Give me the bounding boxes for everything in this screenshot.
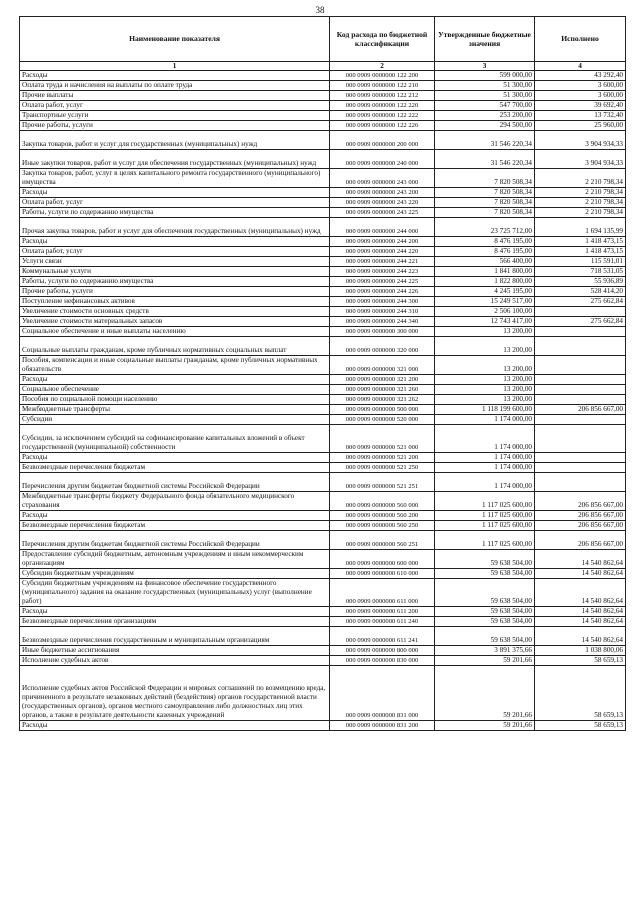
row-executed-cell: 3 600,00: [535, 81, 626, 91]
row-approved-cell: 1 117 025 600,00: [435, 511, 535, 521]
row-approved-cell: 59 638 504,00: [435, 607, 535, 617]
row-executed-cell: [535, 327, 626, 337]
row-approved-cell: 294 500,00: [435, 121, 535, 131]
table-row: [20, 453, 626, 463]
row-name-cell: Прочие выплаты: [20, 91, 330, 101]
row-code-cell: 000 0909 0000000 240 000: [330, 150, 435, 169]
row-executed-cell: 14 540 862,64: [535, 627, 626, 646]
row-executed-cell: 1 694 135,99: [535, 218, 626, 237]
row-executed-cell: 14 540 862,64: [535, 569, 626, 579]
row-name-cell: Расходы: [20, 71, 330, 81]
row-name-cell: Расходы: [20, 375, 330, 385]
row-approved-cell: 59 201,66: [435, 721, 535, 731]
row-code-cell: 000 0909 0000000 560 250: [330, 521, 435, 531]
row-approved-cell: 59 638 504,00: [435, 617, 535, 627]
row-approved-cell: 1 117 025 600,00: [435, 492, 535, 511]
row-code-cell: 000 0909 0000000 560 200: [330, 511, 435, 521]
row-approved-cell: 31 546 220,34: [435, 150, 535, 169]
row-approved-cell: 13 200,00: [435, 327, 535, 337]
row-code-cell: 000 0909 0000000 244 220: [330, 247, 435, 257]
column-number: 2: [330, 62, 435, 71]
row-approved-cell: 59 638 504,00: [435, 569, 535, 579]
row-code-cell: 000 0909 0000000 521 251: [330, 473, 435, 492]
row-code-cell: 000 0909 0000000 500 000: [330, 405, 435, 415]
header-executed: Исполнено: [535, 17, 626, 62]
row-name-cell: Прочие работы, услуги: [20, 121, 330, 131]
row-approved-cell: 59 201,66: [435, 666, 535, 721]
row-code-cell: 000 0909 0000000 243 000: [330, 169, 435, 188]
row-name-cell: Межбюджетные трансферты бюджету Федерального фонда обязательного медицинского страхования: [20, 492, 330, 511]
row-name-cell: Безвозмездные перечисления государственным и муниципальным организациям: [20, 627, 330, 646]
row-name-cell: Исполнение судебных актов Российской Федерации и мировых соглашений по возмещению вреда, причиненного в результате незаконных действий (бездействия) органов государственной власти (государственных органов), органов местного самоуправления либо должностных лиц этих органов, а также в результате деятельности казенных учреждений: [20, 666, 330, 721]
row-code-cell: 000 0909 0000000 122 226: [330, 121, 435, 131]
row-executed-cell: 58 659,13: [535, 656, 626, 666]
row-approved-cell: 253 200,00: [435, 111, 535, 121]
header-code: Код расхода по бюджетной классификации: [330, 17, 435, 62]
table-row: [20, 121, 626, 131]
row-executed-cell: 43 292,40: [535, 71, 626, 81]
row-executed-cell: [535, 395, 626, 405]
row-code-cell: 000 0909 0000000 520 000: [330, 415, 435, 425]
row-approved-cell: 7 820 508,34: [435, 208, 535, 218]
table-row: [20, 375, 626, 385]
table-row: [20, 405, 626, 415]
row-approved-cell: 2 506 100,00: [435, 307, 535, 317]
row-approved-cell: 59 638 504,00: [435, 550, 535, 569]
row-code-cell: 000 0909 0000000 600 000: [330, 550, 435, 569]
row-name-cell: Услуги связи: [20, 257, 330, 267]
header-row: [20, 17, 626, 62]
table-row: [20, 218, 626, 237]
row-approved-cell: 566 400,00: [435, 257, 535, 267]
row-name-cell: Субсидии бюджетным учреждениям на финансовое обеспечение государственного (муниципального) задания на оказание государственных (муниципальных) услуг (выполнение работ): [20, 579, 330, 607]
row-executed-cell: 58 659,13: [535, 721, 626, 731]
row-executed-cell: [535, 337, 626, 356]
row-code-cell: 000 0909 0000000 244 310: [330, 307, 435, 317]
table-row: [20, 511, 626, 521]
row-name-cell: Расходы: [20, 237, 330, 247]
row-approved-cell: 1 117 025 600,00: [435, 521, 535, 531]
row-approved-cell: 31 546 220,34: [435, 131, 535, 150]
table-row: [20, 91, 626, 101]
row-name-cell: Социальное обеспечение и иные выплаты населению: [20, 327, 330, 337]
row-executed-cell: 115 591,01: [535, 257, 626, 267]
row-name-cell: Безвозмездные перечисления бюджетам: [20, 521, 330, 531]
row-name-cell: Оплата труда и начисления на выплаты по оплате труда: [20, 81, 330, 91]
row-approved-cell: 12 743 417,00: [435, 317, 535, 327]
column-number: 3: [435, 62, 535, 71]
row-approved-cell: 1 118 199 600,00: [435, 405, 535, 415]
table-row: [20, 188, 626, 198]
row-code-cell: 000 0909 0000000 611 241: [330, 627, 435, 646]
row-executed-cell: 275 662,84: [535, 317, 626, 327]
row-name-cell: Закупка товаров, работ и услуг для государственных (муниципальных) нужд: [20, 131, 330, 150]
table-row: [20, 131, 626, 150]
row-code-cell: 000 0909 0000000 321 262: [330, 395, 435, 405]
row-code-cell: 000 0909 0000000 611 200: [330, 607, 435, 617]
row-code-cell: 000 0909 0000000 244 300: [330, 297, 435, 307]
row-name-cell: Прочая закупка товаров, работ и услуг для обеспечения государственных (муниципальных) нужд: [20, 218, 330, 237]
row-name-cell: Социальное обеспечение: [20, 385, 330, 395]
row-name-cell: Закупка товаров, работ, услуг в целях капитального ремонта государственного (муниципального) имущества: [20, 169, 330, 188]
row-executed-cell: 718 531,05: [535, 267, 626, 277]
table-row: [20, 617, 626, 627]
page-number: 38: [315, 5, 325, 15]
table-row: [20, 425, 626, 453]
budget-table: [19, 16, 626, 731]
table-row: [20, 356, 626, 375]
row-executed-cell: 2 210 798,34: [535, 198, 626, 208]
row-code-cell: 000 0909 0000000 831 200: [330, 721, 435, 731]
row-approved-cell: 1 174 000,00: [435, 453, 535, 463]
table-row: [20, 607, 626, 617]
row-executed-cell: [535, 307, 626, 317]
row-executed-cell: 2 210 798,34: [535, 208, 626, 218]
row-code-cell: 000 0909 0000000 244 000: [330, 218, 435, 237]
row-executed-cell: [535, 425, 626, 453]
table-row: [20, 81, 626, 91]
row-name-cell: Перечисления другим бюджетам бюджетной системы Российской Федерации: [20, 531, 330, 550]
row-code-cell: 000 0909 0000000 521 000: [330, 425, 435, 453]
row-code-cell: 000 0909 0000000 560 000: [330, 492, 435, 511]
table-row: [20, 297, 626, 307]
row-executed-cell: [535, 356, 626, 375]
row-executed-cell: [535, 463, 626, 473]
row-code-cell: 000 0909 0000000 244 223: [330, 267, 435, 277]
row-code-cell: 000 0909 0000000 244 340: [330, 317, 435, 327]
row-code-cell: 000 0909 0000000 122 212: [330, 91, 435, 101]
table-row: [20, 277, 626, 287]
table-row: [20, 101, 626, 111]
row-executed-cell: 3 904 934,33: [535, 131, 626, 150]
row-executed-cell: 14 540 862,64: [535, 607, 626, 617]
table-row: [20, 327, 626, 337]
row-approved-cell: 51 300,00: [435, 91, 535, 101]
row-approved-cell: 13 200,00: [435, 385, 535, 395]
row-code-cell: 000 0909 0000000 122 200: [330, 71, 435, 81]
row-code-cell: 000 0909 0000000 243 225: [330, 208, 435, 218]
row-executed-cell: 206 856 667,00: [535, 511, 626, 521]
row-code-cell: 000 0909 0000000 320 000: [330, 337, 435, 356]
row-name-cell: Субсидии, за исключением субсидий на софинансирование капитальных вложений в объект государственной (муниципальной) собственности: [20, 425, 330, 453]
row-approved-cell: 7 820 508,34: [435, 188, 535, 198]
row-executed-cell: 206 856 667,00: [535, 492, 626, 511]
row-approved-cell: 51 300,00: [435, 81, 535, 91]
table-row: [20, 208, 626, 218]
table-row: [20, 237, 626, 247]
row-name-cell: Поступление нефинансовых активов: [20, 297, 330, 307]
row-executed-cell: 3 600,00: [535, 91, 626, 101]
header-approved: Утвержденные бюджетные значения: [435, 17, 535, 62]
row-name-cell: Предоставление субсидий бюджетным, автономным учреждениям и иным некоммерческим организациям: [20, 550, 330, 569]
row-name-cell: Безвозмездные перечисления организациям: [20, 617, 330, 627]
row-approved-cell: 1 174 000,00: [435, 425, 535, 453]
row-name-cell: Коммунальные услуги: [20, 267, 330, 277]
row-approved-cell: 1 174 000,00: [435, 463, 535, 473]
table-row: [20, 721, 626, 731]
row-name-cell: Увеличение стоимости материальных запасов: [20, 317, 330, 327]
row-approved-cell: 13 200,00: [435, 375, 535, 385]
row-name-cell: Межбюджетные трансферты: [20, 405, 330, 415]
row-name-cell: Увеличение стоимости основных средств: [20, 307, 330, 317]
row-approved-cell: 3 891 375,66: [435, 646, 535, 656]
row-name-cell: Субсидии бюджетным учреждениям: [20, 569, 330, 579]
row-code-cell: 000 0909 0000000 560 251: [330, 531, 435, 550]
table-row: [20, 579, 626, 607]
row-executed-cell: 275 662,84: [535, 297, 626, 307]
table-row: [20, 307, 626, 317]
row-executed-cell: [535, 453, 626, 463]
row-code-cell: 000 0909 0000000 321 200: [330, 375, 435, 385]
row-approved-cell: 547 700,00: [435, 101, 535, 111]
row-approved-cell: 1 174 000,00: [435, 473, 535, 492]
table-body: [20, 71, 626, 731]
row-code-cell: 000 0909 0000000 243 200: [330, 188, 435, 198]
row-code-cell: 000 0909 0000000 200 000: [330, 131, 435, 150]
table-row: [20, 395, 626, 405]
table-row: [20, 646, 626, 656]
table-row: [20, 521, 626, 531]
row-code-cell: 000 0909 0000000 244 221: [330, 257, 435, 267]
row-executed-cell: 13 732,40: [535, 111, 626, 121]
row-executed-cell: 3 904 934,33: [535, 150, 626, 169]
row-name-cell: Прочие работы, услуги: [20, 287, 330, 297]
table-row: [20, 337, 626, 356]
row-name-cell: Социальные выплаты гражданам, кроме публичных нормативных социальных выплат: [20, 337, 330, 356]
row-name-cell: Пособия, компенсации и иные социальные выплаты гражданам, кроме публичных нормативных обязательств: [20, 356, 330, 375]
table-row: [20, 247, 626, 257]
row-executed-cell: 55 936,89: [535, 277, 626, 287]
row-name-cell: Иные закупки товаров, работ и услуг для обеспечения государственных (муниципальных) нужд: [20, 150, 330, 169]
row-executed-cell: 1 418 473,15: [535, 237, 626, 247]
row-name-cell: Оплата работ, услуг: [20, 198, 330, 208]
row-approved-cell: 7 820 508,34: [435, 198, 535, 208]
row-code-cell: 000 0909 0000000 122 210: [330, 81, 435, 91]
row-code-cell: 000 0909 0000000 244 226: [330, 287, 435, 297]
row-approved-cell: 1 841 800,00: [435, 267, 535, 277]
row-executed-cell: 206 856 667,00: [535, 531, 626, 550]
row-name-cell: Расходы: [20, 511, 330, 521]
row-executed-cell: [535, 385, 626, 395]
row-name-cell: Расходы: [20, 721, 330, 731]
row-name-cell: Безвозмездные перечисления бюджетам: [20, 463, 330, 473]
row-approved-cell: 599 000,00: [435, 71, 535, 81]
table-row: [20, 150, 626, 169]
row-name-cell: Иные бюджетные ассигнования: [20, 646, 330, 656]
row-code-cell: 000 0909 0000000 244 225: [330, 277, 435, 287]
row-approved-cell: 23 725 712,00: [435, 218, 535, 237]
row-name-cell: Расходы: [20, 188, 330, 198]
row-name-cell: Перечисления другим бюджетам бюджетной системы Российской Федерации: [20, 473, 330, 492]
row-code-cell: 000 0909 0000000 300 000: [330, 327, 435, 337]
row-executed-cell: [535, 375, 626, 385]
column-number-row: [20, 62, 626, 71]
row-code-cell: 000 0909 0000000 243 220: [330, 198, 435, 208]
row-approved-cell: 59 638 504,00: [435, 579, 535, 607]
row-executed-cell: [535, 415, 626, 425]
row-code-cell: 000 0909 0000000 122 220: [330, 101, 435, 111]
table-row: [20, 415, 626, 425]
column-number: 1: [20, 62, 330, 71]
table-row: [20, 473, 626, 492]
table-row: [20, 198, 626, 208]
header-name: Наименование показателя: [20, 17, 330, 62]
table-row: [20, 169, 626, 188]
row-code-cell: 000 0909 0000000 244 200: [330, 237, 435, 247]
row-executed-cell: 206 856 667,00: [535, 405, 626, 415]
table-row: [20, 656, 626, 666]
row-approved-cell: 13 200,00: [435, 337, 535, 356]
row-name-cell: Субсидии: [20, 415, 330, 425]
row-code-cell: 000 0909 0000000 800 000: [330, 646, 435, 656]
row-executed-cell: 25 960,00: [535, 121, 626, 131]
row-executed-cell: [535, 473, 626, 492]
row-executed-cell: 1 418 473,15: [535, 247, 626, 257]
row-name-cell: Транспортные услуги: [20, 111, 330, 121]
row-name-cell: Пособия по социальной помощи населению: [20, 395, 330, 405]
table-row: [20, 492, 626, 511]
table-row: [20, 627, 626, 646]
row-code-cell: 000 0909 0000000 830 000: [330, 656, 435, 666]
table-row: [20, 531, 626, 550]
table-row: [20, 287, 626, 297]
row-code-cell: 000 0909 0000000 611 240: [330, 617, 435, 627]
row-name-cell: Расходы: [20, 453, 330, 463]
row-approved-cell: 8 476 195,00: [435, 237, 535, 247]
row-executed-cell: 528 414,20: [535, 287, 626, 297]
row-executed-cell: 2 210 798,34: [535, 169, 626, 188]
row-name-cell: Оплата работ, услуг: [20, 247, 330, 257]
row-name-cell: Работы, услуги по содержанию имущества: [20, 208, 330, 218]
row-code-cell: 000 0909 0000000 831 000: [330, 666, 435, 721]
row-executed-cell: 14 540 862,64: [535, 550, 626, 569]
table-row: [20, 385, 626, 395]
row-code-cell: 000 0909 0000000 122 222: [330, 111, 435, 121]
row-approved-cell: 15 249 517,00: [435, 297, 535, 307]
row-executed-cell: 39 692,40: [535, 101, 626, 111]
row-executed-cell: 58 659,13: [535, 666, 626, 721]
row-approved-cell: 4 245 195,00: [435, 287, 535, 297]
row-code-cell: 000 0909 0000000 321 000: [330, 356, 435, 375]
row-code-cell: 000 0909 0000000 321 260: [330, 385, 435, 395]
row-executed-cell: 14 540 862,64: [535, 617, 626, 627]
row-approved-cell: 13 200,00: [435, 356, 535, 375]
table-row: [20, 666, 626, 721]
row-executed-cell: 206 856 667,00: [535, 521, 626, 531]
row-name-cell: Исполнение судебных актов: [20, 656, 330, 666]
row-approved-cell: 7 820 508,34: [435, 169, 535, 188]
row-code-cell: 000 0909 0000000 521 250: [330, 463, 435, 473]
table-row: [20, 267, 626, 277]
row-name-cell: Работы, услуги по содержанию имущества: [20, 277, 330, 287]
column-number: 4: [535, 62, 626, 71]
row-executed-cell: 2 210 798,34: [535, 188, 626, 198]
row-approved-cell: 59 638 504,00: [435, 627, 535, 646]
row-executed-cell: 14 540 862,64: [535, 579, 626, 607]
row-executed-cell: 1 038 800,06: [535, 646, 626, 656]
table-row: [20, 550, 626, 569]
table-row: [20, 463, 626, 473]
table-row: [20, 317, 626, 327]
row-code-cell: 000 0909 0000000 521 200: [330, 453, 435, 463]
row-approved-cell: 8 476 195,00: [435, 247, 535, 257]
row-approved-cell: 1 174 000,00: [435, 415, 535, 425]
table-row: [20, 257, 626, 267]
row-name-cell: Расходы: [20, 607, 330, 617]
row-approved-cell: 1 117 025 600,00: [435, 531, 535, 550]
table-row: [20, 111, 626, 121]
table-row: [20, 71, 626, 81]
row-code-cell: 000 0909 0000000 611 000: [330, 579, 435, 607]
row-approved-cell: 59 201,66: [435, 656, 535, 666]
row-approved-cell: 1 822 800,00: [435, 277, 535, 287]
row-approved-cell: 13 200,00: [435, 395, 535, 405]
row-code-cell: 000 0909 0000000 610 000: [330, 569, 435, 579]
row-name-cell: Оплата работ, услуг: [20, 101, 330, 111]
table-row: [20, 569, 626, 579]
